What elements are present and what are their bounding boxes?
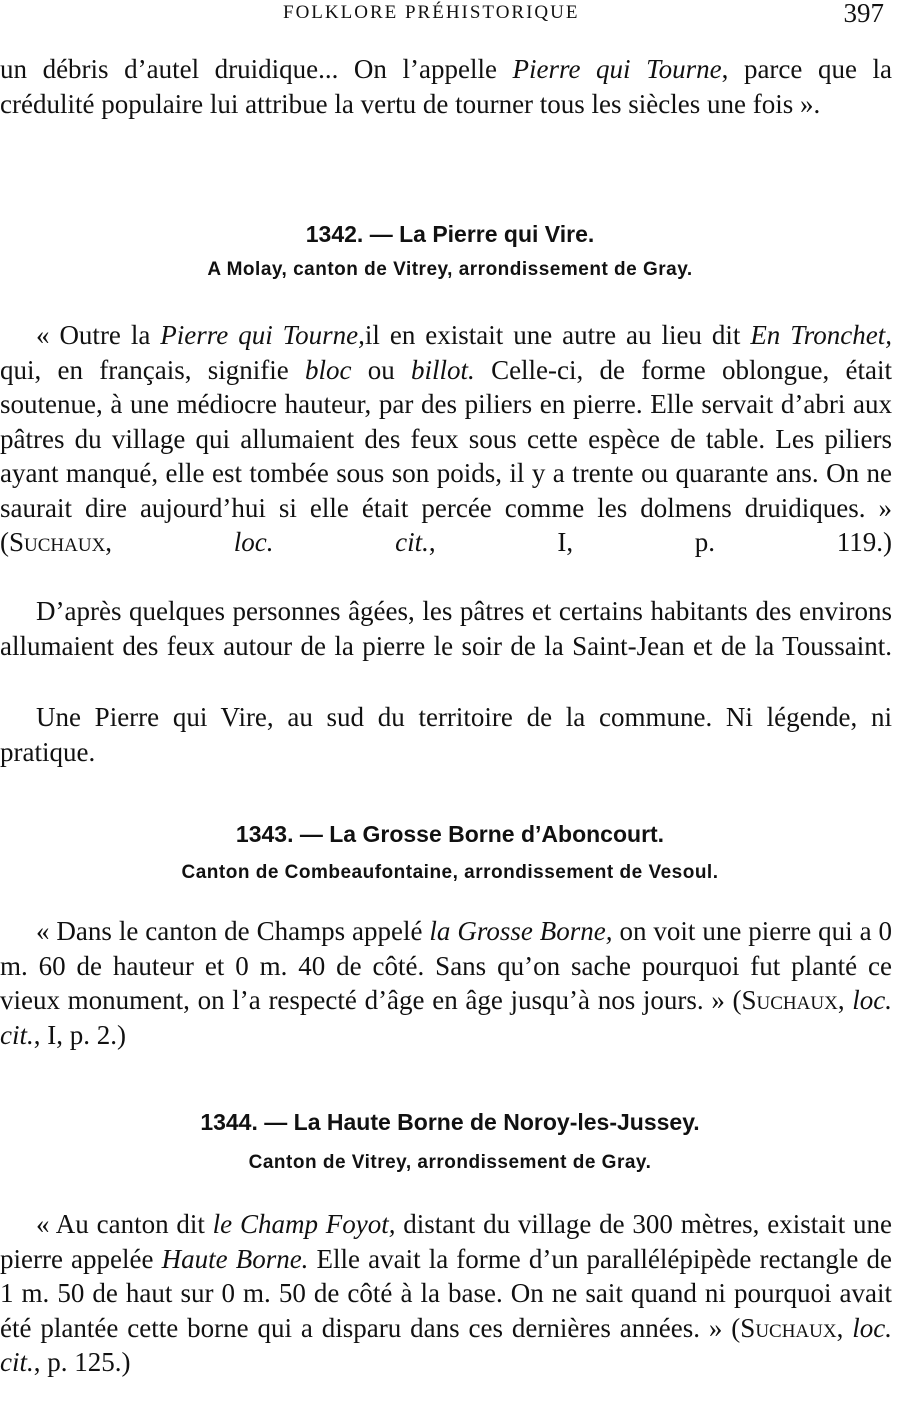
- italic-text: bloc: [304, 354, 352, 385]
- text: « Outre la: [36, 320, 161, 350]
- section-1342-paragraph-2: [0, 594, 892, 663]
- text: , p. 125.): [33, 1347, 131, 1377]
- section-1343-paragraph-1: [0, 914, 892, 1052]
- text: D’après quelques personnes âgées, les pâtres et certains habitants des environs allumaient des feux autour de la pierre le soir de la Saint-Jean et de la Toussaint.: [0, 596, 892, 661]
- section-1342-paragraph-1: [0, 318, 892, 560]
- intro-text-end: , parce que la crédulité populaire lui attribue la vertu de tourner tous les siècles une fois ».: [0, 54, 892, 119]
- intro-paragraph: [0, 52, 892, 121]
- section-1344-heading: 1344. — La Haute Borne de Noroy-les-Jussey.: [200, 1109, 700, 1135]
- text: on voit une pierre qui a 0 m. 60 de hauteur et 0 m. 40 de côté. Sans qu’on sache pourquoi fut planté ce vieux monument, on l’a respecté d’âge en âge jusqu’à nos jours. » (: [0, 916, 892, 1015]
- running-title: FOLKLORE PRÉHISTORIQUE: [283, 2, 580, 23]
- italic-text: En Tronchet,: [750, 320, 892, 350]
- section-1344-subheading: Canton de Vitrey, arrondissement de Gray.: [248, 1152, 652, 1173]
- text: « Au canton dit: [36, 1209, 213, 1239]
- section-1343-subheading: Canton de Combeaufontaine, arrondissement de Vesoul.: [181, 862, 719, 883]
- section-1342-subheading: A Molay, canton de Vitrey, arrondissement de Gray.: [207, 259, 693, 280]
- author-small-caps: Suchaux: [740, 1312, 837, 1343]
- text: ou: [351, 354, 412, 385]
- text: distant du village de 300 mètres, existait une pierre appelée: [0, 1209, 892, 1274]
- text: , I, p. 119.): [428, 527, 892, 557]
- author-small-caps: Suchaux: [741, 985, 838, 1015]
- text: « Dans le canton de Champs appelé: [36, 916, 430, 946]
- italic-text: le Champ Foyot,: [212, 1209, 396, 1239]
- text: ,: [836, 1312, 853, 1343]
- section-1344-paragraph-1: [0, 1207, 892, 1380]
- intro-italic: Pierre qui Tourne: [512, 54, 722, 84]
- text: il en existait une autre au lieu dit: [364, 320, 751, 350]
- section-1342-heading: 1342. — La Pierre qui Vire.: [305, 221, 595, 247]
- italic-text: loc. cit.: [233, 527, 429, 557]
- text: qui, en français, signifie: [0, 354, 305, 385]
- italic-text: Haute Borne.: [161, 1243, 309, 1274]
- text: Elle avait la forme d’un parallélépipède rectangle de 1 m. 50 de haut sur 0 m. 50 de côté à la base. On ne sait quand ni pourquoi avait été plantée cette borne qui a disparu dans ces dernières années. » (: [0, 1243, 892, 1343]
- page-header: [0, 0, 900, 28]
- italic-text: billot.: [411, 354, 475, 385]
- text: Celle-ci, de forme oblongue, était soutenue, à une médiocre hauteur, par des piliers en pierre. Elle servait d’abri aux pâtres du village qui allumaient des feux sous cette espèce de table. Les piliers ayant manqué, elle est tombée sous son poids, il y a trente ou quarante ans. On ne saurait dire aujourd’hui si elle était percée comme les dolmens druidiques. » (: [0, 354, 892, 557]
- text: ,: [105, 527, 234, 557]
- section-1342-paragraph-3: [0, 700, 892, 769]
- italic-text: loc. cit.: [0, 985, 892, 1050]
- intro-text: un débris d’autel druidique... On l’appelle: [0, 54, 513, 84]
- section-1343-heading: 1343. — La Grosse Borne d’Aboncourt.: [235, 821, 665, 847]
- italic-text: loc. cit.: [0, 1312, 892, 1377]
- text: Une Pierre qui Vire, au sud du territoire de la commune. Ni légende, ni pratique.: [0, 702, 892, 767]
- text: , I, p. 2.): [33, 1019, 126, 1050]
- italic-text: la Grosse Borne,: [429, 916, 613, 946]
- page-number: 397: [843, 0, 884, 28]
- author-small-caps: Suchaux: [9, 527, 106, 557]
- text: ,: [837, 985, 853, 1015]
- italic-text: Pierre qui Tourne,: [160, 320, 365, 350]
